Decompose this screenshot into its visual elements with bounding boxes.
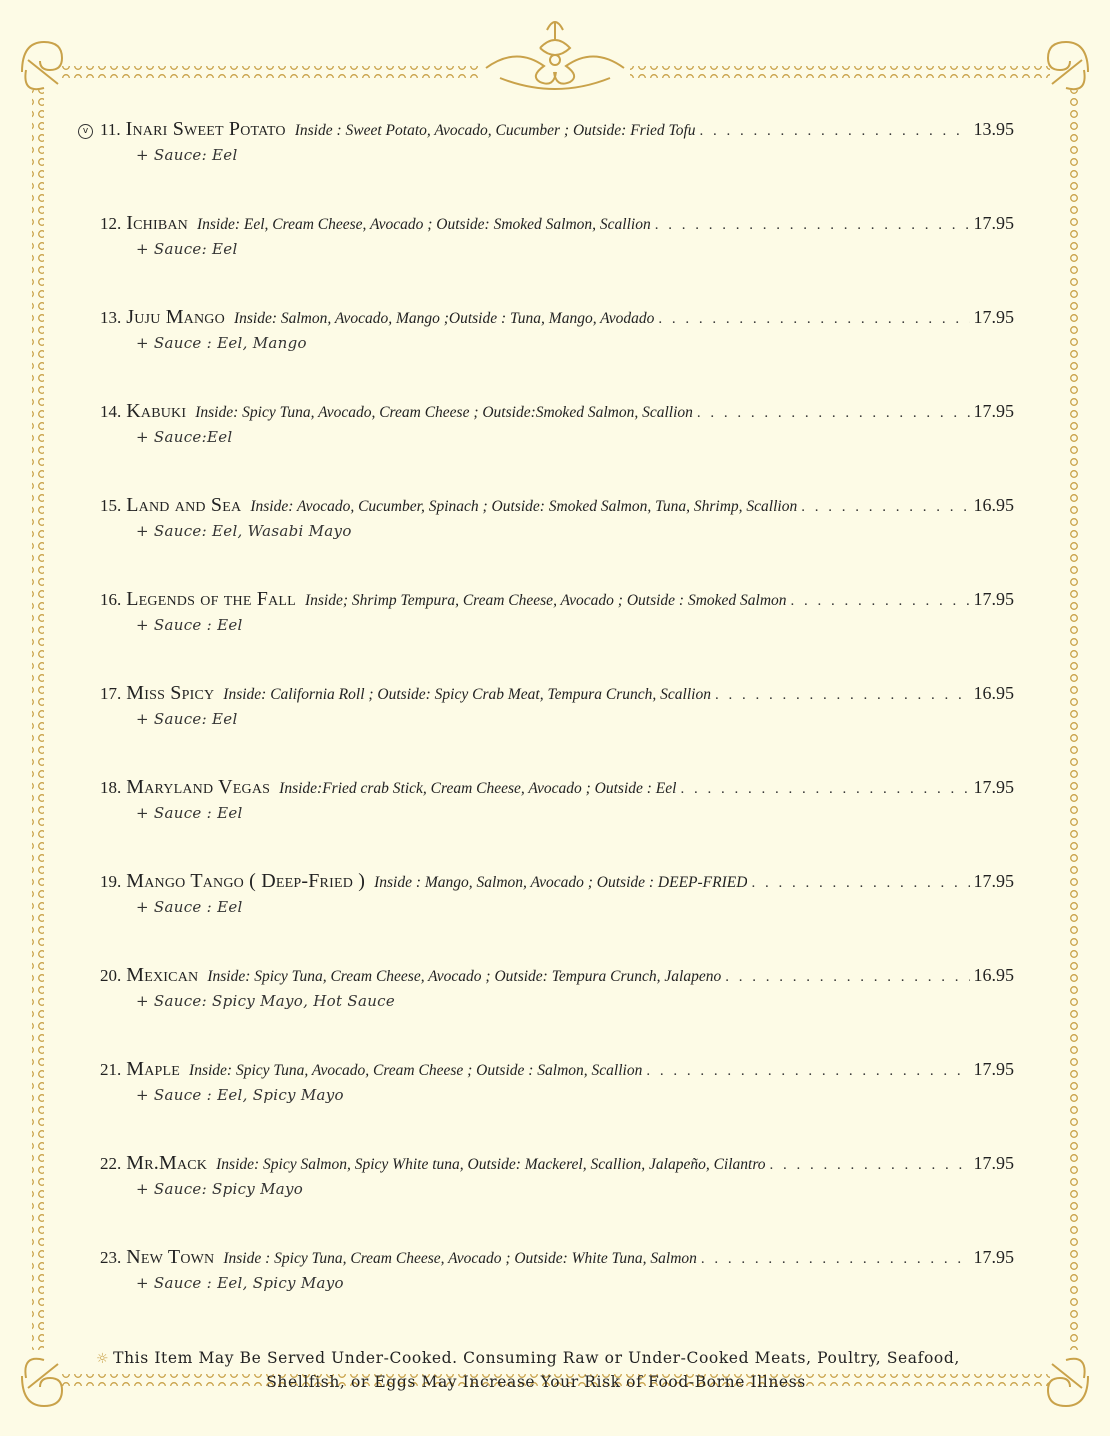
item-price: 16.95 — [973, 683, 1014, 703]
leader-dots — [700, 123, 970, 140]
item-name: Miss Spicy — [126, 682, 215, 704]
item-sauce: + Sauce: Eel — [136, 710, 238, 728]
item-number: 21. — [100, 1060, 122, 1079]
item-name: New Town — [126, 1246, 215, 1268]
item-price: 17.95 — [973, 213, 1014, 233]
menu-item — [78, 400, 1014, 460]
leader-dots — [801, 499, 969, 516]
item-description: Inside: Spicy Salmon, Spicy White tuna, Outside: Mackerel, Scallion, Jalapeño, Cilantro — [216, 1156, 766, 1173]
disclaimer-line-1: This Item May Be Served Under-Cooked. Consuming Raw or Under-Cooked Meats, Poultry, Seafood, — [113, 1349, 960, 1367]
leader-dots — [701, 1251, 970, 1268]
item-number: 20. — [100, 966, 122, 985]
item-name: Maple — [126, 1058, 181, 1080]
item-name: Ichiban — [126, 212, 188, 234]
item-description: Inside: Eel, Cream Cheese, Avocado ; Outside: Smoked Salmon, Scallion — [196, 216, 651, 233]
leader-dots — [725, 969, 969, 986]
item-name: Juju Mango — [126, 306, 225, 328]
item-name: Mango Tango ( Deep-Fried ) — [126, 870, 366, 892]
leader-dots — [680, 781, 969, 798]
leader-dots — [658, 311, 969, 328]
item-name: Maryland Vegas — [126, 776, 271, 798]
item-name: Kabuki — [126, 400, 187, 422]
item-description: Inside: California Roll ; Outside: Spicy Crab Meat, Tempura Crunch, Scallion — [223, 686, 711, 703]
menu-item — [78, 212, 1014, 272]
item-number: 18. — [100, 778, 122, 797]
item-number: 19. — [100, 872, 122, 891]
item-number: 17. — [100, 684, 122, 703]
leader-dots — [791, 593, 970, 610]
item-number: 13. — [100, 308, 122, 327]
item-number: 22. — [100, 1154, 122, 1173]
v-circle-icon: v — [78, 124, 93, 139]
leader-dots — [655, 217, 970, 234]
item-price: 17.95 — [973, 871, 1014, 891]
item-price: 17.95 — [973, 401, 1014, 421]
item-price: 17.95 — [973, 589, 1014, 609]
item-name: Land and Sea — [126, 494, 242, 516]
item-sauce: + Sauce : Eel — [136, 616, 243, 634]
item-description: Inside: Avocado, Cucumber, Spinach ; Outside: Smoked Salmon, Tuna, Shrimp, Scallion — [250, 498, 798, 515]
menu-item — [78, 870, 1014, 930]
leader-dots — [697, 405, 970, 422]
item-description: Inside: Salmon, Avocado, Mango ;Outside : Tuna, Mango, Avodado — [233, 310, 655, 327]
item-price: 17.95 — [973, 1153, 1014, 1173]
item-sauce: + Sauce : Eel, Spicy Mayo — [136, 1086, 344, 1104]
item-sauce: + Sauce: Eel — [136, 240, 238, 258]
menu-item — [78, 494, 1014, 554]
menu-item — [78, 1246, 1014, 1306]
menu-item — [78, 1058, 1014, 1118]
item-description: Inside:Fried crab Stick, Cream Cheese, Avocado ; Outside : Eel — [279, 780, 677, 797]
item-price: 17.95 — [973, 777, 1014, 797]
item-price: 13.95 — [973, 119, 1014, 139]
item-sauce: + Sauce: Eel — [136, 146, 238, 164]
item-description: Inside; Shrimp Tempura, Cream Cheese, Avocado ; Outside : Smoked Salmon — [304, 592, 787, 609]
item-sauce: + Sauce : Eel, Spicy Mayo — [136, 1274, 344, 1292]
item-number: 16. — [100, 590, 122, 609]
item-number: 12. — [100, 214, 122, 233]
item-number: 14. — [100, 402, 122, 421]
leader-dots — [751, 875, 969, 892]
disclaimer-line-2: Shellfish, or Eggs May Increase Your Risk of Food-Borne Illness — [266, 1373, 806, 1391]
leader-dots — [646, 1063, 969, 1080]
item-description: Inside: Spicy Tuna, Avocado, Cream Cheese ; Outside : Salmon, Scallion — [189, 1062, 643, 1079]
item-description: Inside: Spicy Tuna, Cream Cheese, Avocado ; Outside: Tempura Crunch, Jalapeno — [207, 968, 722, 985]
item-price: 17.95 — [973, 1247, 1014, 1267]
item-price: 17.95 — [973, 307, 1014, 327]
item-price: 16.95 — [973, 965, 1014, 985]
top-flourish — [486, 22, 624, 89]
item-name: Mr.Mack — [126, 1152, 208, 1174]
menu-item — [78, 306, 1014, 366]
item-sauce: + Sauce:Eel — [136, 428, 233, 446]
item-description: Inside : Mango, Salmon, Avocado ; Outside : DEEP-FRIED — [374, 874, 748, 891]
sun-icon: ☼ — [96, 1351, 110, 1367]
item-name: Mexican — [126, 964, 199, 986]
item-price: 16.95 — [973, 495, 1014, 515]
item-name: Inari Sweet Potato — [125, 118, 286, 140]
item-sauce: + Sauce: Spicy Mayo, Hot Sauce — [136, 992, 396, 1010]
raw-food-disclaimer — [96, 1347, 1016, 1394]
leader-dots — [770, 1157, 970, 1174]
item-description: Inside: Spicy Tuna, Avocado, Cream Cheese ; Outside:Smoked Salmon, Scallion — [195, 404, 693, 421]
menu-item — [78, 118, 1014, 178]
item-sauce: + Sauce : Eel — [136, 898, 243, 916]
menu-item — [78, 588, 1014, 648]
item-name: Legends of the Fall — [126, 588, 296, 610]
item-sauce: + Sauce: Spicy Mayo — [136, 1180, 304, 1198]
menu-item — [78, 776, 1014, 836]
item-sauce: + Sauce : Eel, Mango — [136, 334, 307, 352]
menu-item — [78, 1152, 1014, 1212]
item-sauce: + Sauce : Eel — [136, 804, 243, 822]
menu-item — [78, 964, 1014, 1024]
item-sauce: + Sauce: Eel, Wasabi Mayo — [136, 522, 352, 540]
item-description: Inside : Sweet Potato, Avocado, Cucumber ; Outside: Fried Tofu — [294, 122, 696, 139]
item-description: Inside : Spicy Tuna, Cream Cheese, Avocado ; Outside: White Tuna, Salmon — [223, 1250, 697, 1267]
menu-item — [78, 682, 1014, 742]
item-number: 15. — [100, 496, 122, 515]
item-price: 17.95 — [973, 1059, 1014, 1079]
item-number: 23. — [100, 1248, 122, 1267]
leader-dots — [715, 687, 970, 704]
item-number: 11. — [100, 120, 121, 139]
